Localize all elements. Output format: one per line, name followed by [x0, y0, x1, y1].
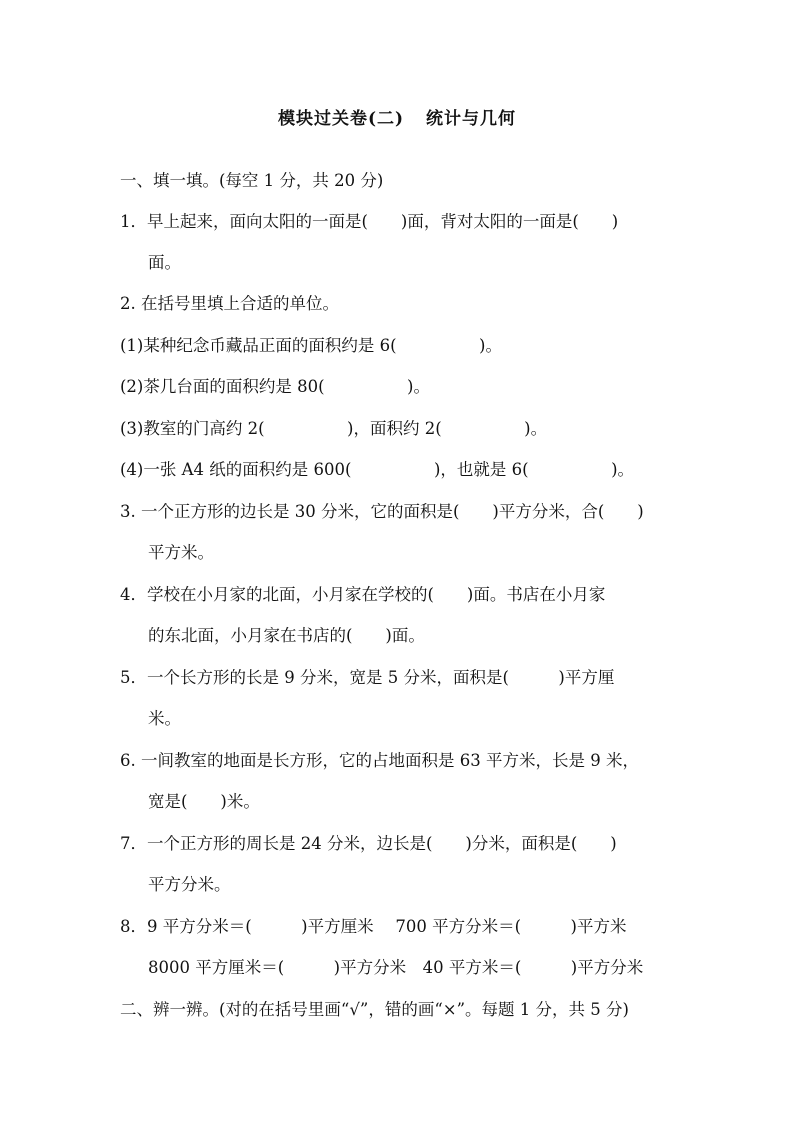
- q5-line2: 米。: [148, 709, 181, 728]
- q3-line1: 3. 一个正方形的边长是 30 分米，它的面积是( )平方分米，合( ): [120, 502, 644, 521]
- section2-heading: 二、辨一辨。(对的在括号里画“√”，错的画“×”。每题 1 分，共 5 分): [120, 1000, 629, 1019]
- q5-line1: 5．一个长方形的长是 9 分米，宽是 5 分米，面积是( )平方厘: [120, 668, 615, 687]
- page-title: [0, 104, 794, 129]
- section1-heading: 一、填一填。(每空 1 分，共 20 分): [120, 171, 384, 190]
- q1-line1: 1．早上起来，面向太阳的一面是( )面，背对太阳的一面是( ): [120, 212, 619, 231]
- q2-part1: (1)某种纪念币藏品正面的面积约是 6( )。: [120, 336, 502, 355]
- q2-part2: (2)茶几台面的面积约是 80( )。: [120, 377, 430, 396]
- q8-line1: 8．9 平方分米＝( )平方厘米 700 平方分米＝( )平方米: [120, 917, 627, 936]
- q4-line2: 的东北面，小月家在书店的( )面。: [148, 626, 425, 645]
- q4-line1: 4．学校在小月家的北面，小月家在学校的( )面。书店在小月家: [120, 585, 606, 604]
- q3-line2: 平方米。: [148, 543, 214, 562]
- q2-part3: (3)教室的门高约 2( )，面积约 2( )。: [120, 419, 548, 438]
- q7-line1: 7．一个正方形的周长是 24 分米，边长是( )分米，面积是( ): [120, 834, 617, 853]
- q2-part4: (4)一张 A4 纸的面积约是 600( )，也就是 6( )。: [120, 460, 635, 479]
- q7-line2: 平方分米。: [148, 875, 231, 894]
- q2-intro: 2. 在括号里填上合适的单位。: [120, 294, 339, 313]
- title-main: 模块过关卷(二): [277, 109, 405, 129]
- q6-line2: 宽是( )米。: [148, 792, 260, 811]
- q8-line2: 8000 平方厘米＝( )平方分米 40 平方米＝( )平方分米: [148, 958, 644, 977]
- q1-line2: 面。: [148, 253, 181, 272]
- q6-line1: 6. 一间教室的地面是长方形，它的占地面积是 63 平方米，长是 9 米，: [120, 751, 639, 770]
- title-sub: 统计与几何: [426, 109, 517, 129]
